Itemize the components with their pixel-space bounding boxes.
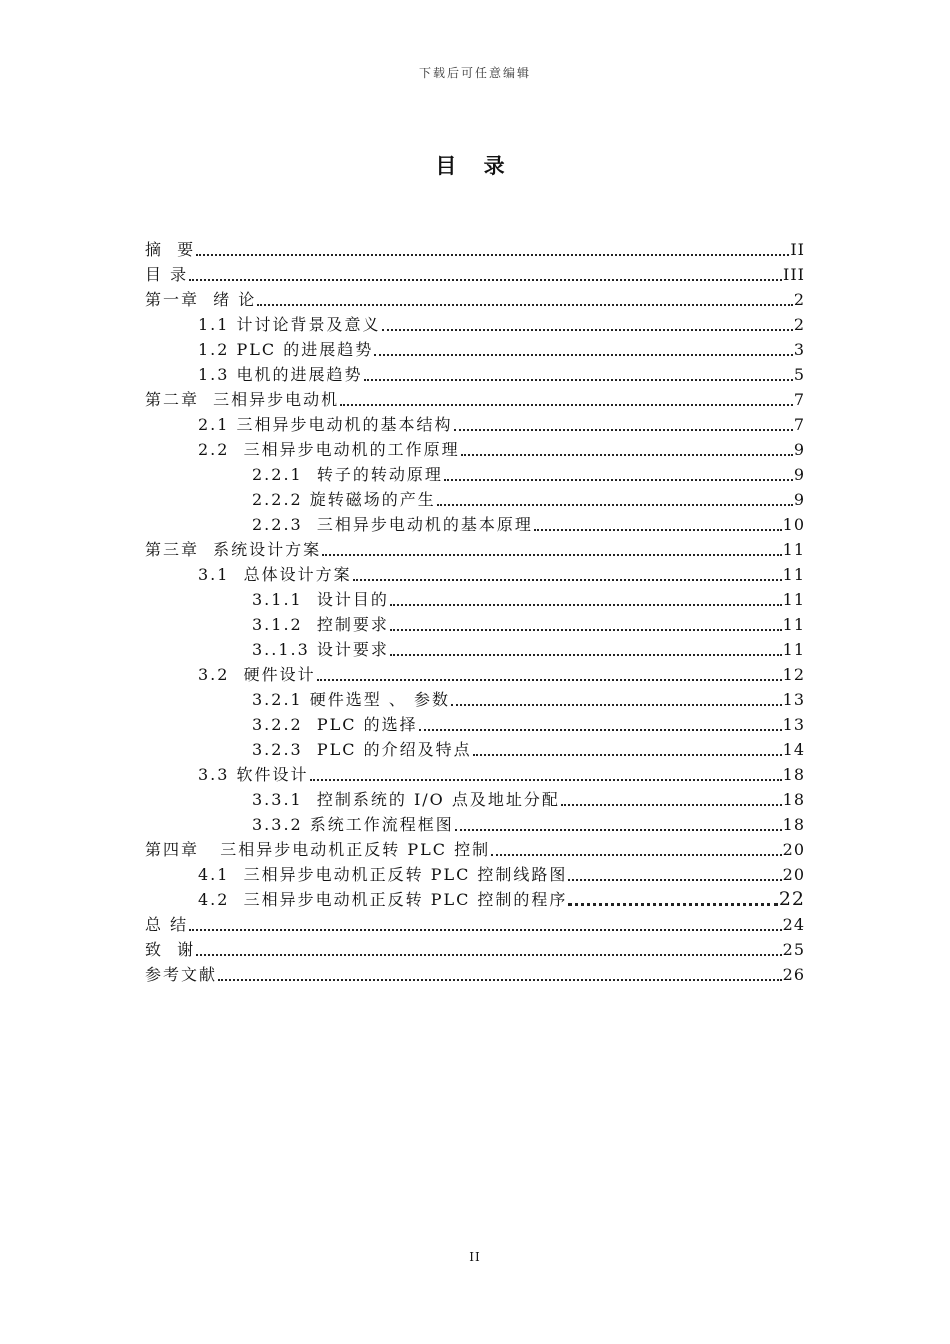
toc-entry-page: 7 <box>793 390 805 409</box>
toc-entry-label: 摘 要 <box>145 240 196 259</box>
toc-leader-dots <box>196 254 789 256</box>
toc-entry-page: 9 <box>793 465 805 484</box>
toc-entry-page: 3 <box>793 340 805 359</box>
toc-entry-page: 9 <box>793 440 805 459</box>
toc-entry-label: 2.2.2 旋转磁场的产生 <box>252 490 436 509</box>
toc-leader-dots <box>419 729 782 731</box>
toc-leader-dots <box>455 829 782 831</box>
toc-entry-label: 3..1.3 设计要求 <box>252 640 389 659</box>
toc-entry[interactable] <box>145 637 805 662</box>
toc-leader-dots <box>364 379 793 381</box>
toc-leader-dots <box>568 879 781 881</box>
toc-entry[interactable] <box>145 812 805 837</box>
toc-entry-label: 2.2.1 转子的转动原理 <box>252 465 443 484</box>
toc-entry-label: 3.1.2 控制要求 <box>252 615 389 634</box>
toc-entry[interactable] <box>145 662 805 687</box>
toc-leader-dots <box>390 629 782 631</box>
toc-entry[interactable] <box>145 412 805 437</box>
toc-entry[interactable] <box>145 512 805 537</box>
toc-entry-label: 3.2.2 PLC 的选择 <box>252 715 418 734</box>
toc-entry-label: 第二章 三相异步电动机 <box>145 390 340 409</box>
toc-leader-dots <box>390 604 782 606</box>
toc-entry[interactable] <box>145 737 805 762</box>
toc-leader-dots <box>561 804 782 806</box>
toc-entry[interactable] <box>145 537 805 562</box>
toc-entry-page: 2 <box>793 290 805 309</box>
toc-entry[interactable] <box>145 362 805 387</box>
toc-leader-dots <box>534 529 782 531</box>
toc-entry-page: 18 <box>782 815 805 834</box>
toc-leader-dots <box>473 754 782 756</box>
toc-entry-label: 总 结 <box>145 915 189 934</box>
toc-entry-page: 11 <box>782 540 805 559</box>
toc-entry-page: 13 <box>782 715 805 734</box>
toc-entry-page: 20 <box>782 840 805 859</box>
toc-entry-page: III <box>783 265 805 284</box>
toc-entry-page: 25 <box>782 940 805 959</box>
toc-entry-label: 3.2 硬件设计 <box>198 665 316 684</box>
toc-entry-label: 1.3 电机的进展趋势 <box>198 365 363 384</box>
toc-entry[interactable] <box>145 262 805 287</box>
toc-entry[interactable] <box>145 562 805 587</box>
toc-leader-dots <box>461 454 793 456</box>
toc-leader-dots <box>454 429 793 431</box>
toc-leader-dots <box>317 679 782 681</box>
toc-leader-dots <box>374 354 793 356</box>
toc-entry[interactable] <box>145 712 805 737</box>
toc-leader-dots <box>196 954 781 956</box>
toc-entry-label: 致 谢 <box>145 940 196 959</box>
toc-leader-dots <box>310 779 782 781</box>
toc-entry-page: 20 <box>782 865 805 884</box>
toc-entry[interactable] <box>145 912 805 937</box>
header-note: 下载后可任意编辑 <box>418 66 531 80</box>
toc-entry-label: 4.2 三相异步电动机正反转 PLC 控制的程序 <box>198 890 568 909</box>
toc-entry[interactable] <box>145 387 805 412</box>
toc-entry-label: 2.2.3 三相异步电动机的基本原理 <box>252 515 533 534</box>
toc-leader-dots <box>444 479 793 481</box>
toc-entry-label: 2.2 三相异步电动机的工作原理 <box>198 440 460 459</box>
toc-entry-label: 3.3.1 控制系统的 I/O 点及地址分配 <box>252 790 560 809</box>
toc-entry[interactable] <box>145 437 805 462</box>
toc-entry[interactable] <box>145 287 805 312</box>
toc-leader-dots <box>189 929 782 931</box>
toc-entry-page: 12 <box>782 665 805 684</box>
toc-entry[interactable] <box>145 237 805 262</box>
page-number: II <box>469 1250 481 1264</box>
toc-entry-label: 3.1.1 设计目的 <box>252 590 389 609</box>
toc-entry[interactable] <box>145 762 805 787</box>
toc-entry-page: 11 <box>782 640 805 659</box>
toc-entry-page: 11 <box>782 615 805 634</box>
toc-entry[interactable] <box>145 487 805 512</box>
toc-entry-label: 3.2.3 PLC 的介绍及特点 <box>252 740 472 759</box>
toc-entry-label: 目 录 <box>145 265 189 284</box>
toc-entry-page: 11 <box>782 590 805 609</box>
toc-entry[interactable] <box>145 687 805 712</box>
toc-entry-page: 24 <box>782 915 805 934</box>
toc-entry-page: 18 <box>782 765 805 784</box>
toc-entry-label: 1.2 PLC 的进展趋势 <box>198 340 374 359</box>
toc-entry-page: II <box>790 240 805 259</box>
toc-entry-page: 5 <box>793 365 805 384</box>
toc-leader-dots <box>568 903 777 906</box>
toc-leader-dots <box>257 304 793 306</box>
toc-entry[interactable] <box>145 887 805 912</box>
toc-leader-dots <box>189 279 782 281</box>
toc-entry[interactable] <box>145 962 805 987</box>
toc-entry-page: 10 <box>782 515 805 534</box>
page-title: 目 录 <box>435 153 515 178</box>
toc-leader-dots <box>340 404 793 406</box>
toc-entry-page: 11 <box>782 565 805 584</box>
toc-entry-page: 26 <box>782 965 805 984</box>
toc-entry[interactable] <box>145 587 805 612</box>
toc-leader-dots <box>353 579 782 581</box>
toc-entry[interactable] <box>145 312 805 337</box>
toc-entry[interactable] <box>145 937 805 962</box>
toc-entry-label: 3.1 总体设计方案 <box>198 565 352 584</box>
toc-entry[interactable] <box>145 862 805 887</box>
toc-entry-page: 22 <box>778 888 805 910</box>
toc-entry-page: 2 <box>793 315 805 334</box>
toc-entry[interactable] <box>145 462 805 487</box>
toc-entry-label: 第一章 绪 论 <box>145 290 257 309</box>
toc-leader-dots <box>382 329 793 331</box>
table-of-contents <box>145 237 805 987</box>
toc-entry-page: 7 <box>793 415 805 434</box>
toc-entry-label: 3.2.1 硬件选型 、 参数 <box>252 690 450 709</box>
toc-leader-dots <box>451 704 782 706</box>
toc-entry[interactable] <box>145 612 805 637</box>
toc-leader-dots <box>437 504 793 506</box>
toc-entry-page: 9 <box>793 490 805 509</box>
toc-leader-dots <box>390 654 782 656</box>
toc-entry-label: 第四章 三相异步电动机正反转 PLC 控制 <box>145 840 491 859</box>
toc-entry-label: 3.3.2 系统工作流程框图 <box>252 815 454 834</box>
toc-entry-label: 参考文献 <box>145 965 218 984</box>
toc-entry-label: 4.1 三相异步电动机正反转 PLC 控制线路图 <box>198 865 568 884</box>
toc-entry-label: 3.3 软件设计 <box>198 765 309 784</box>
toc-entry-label: 1.1 计讨论背景及意义 <box>198 315 381 334</box>
toc-entry[interactable] <box>145 837 805 862</box>
toc-entry-label: 第三章 系统设计方案 <box>145 540 322 559</box>
toc-entry-page: 18 <box>782 790 805 809</box>
toc-entry[interactable] <box>145 337 805 362</box>
toc-leader-dots <box>322 554 781 556</box>
toc-entry[interactable] <box>145 787 805 812</box>
toc-entry-page: 14 <box>782 740 805 759</box>
toc-entry-label: 2.1 三相异步电动机的基本结构 <box>198 415 453 434</box>
toc-entry-page: 13 <box>782 690 805 709</box>
toc-leader-dots <box>218 979 782 981</box>
toc-leader-dots <box>491 854 782 856</box>
